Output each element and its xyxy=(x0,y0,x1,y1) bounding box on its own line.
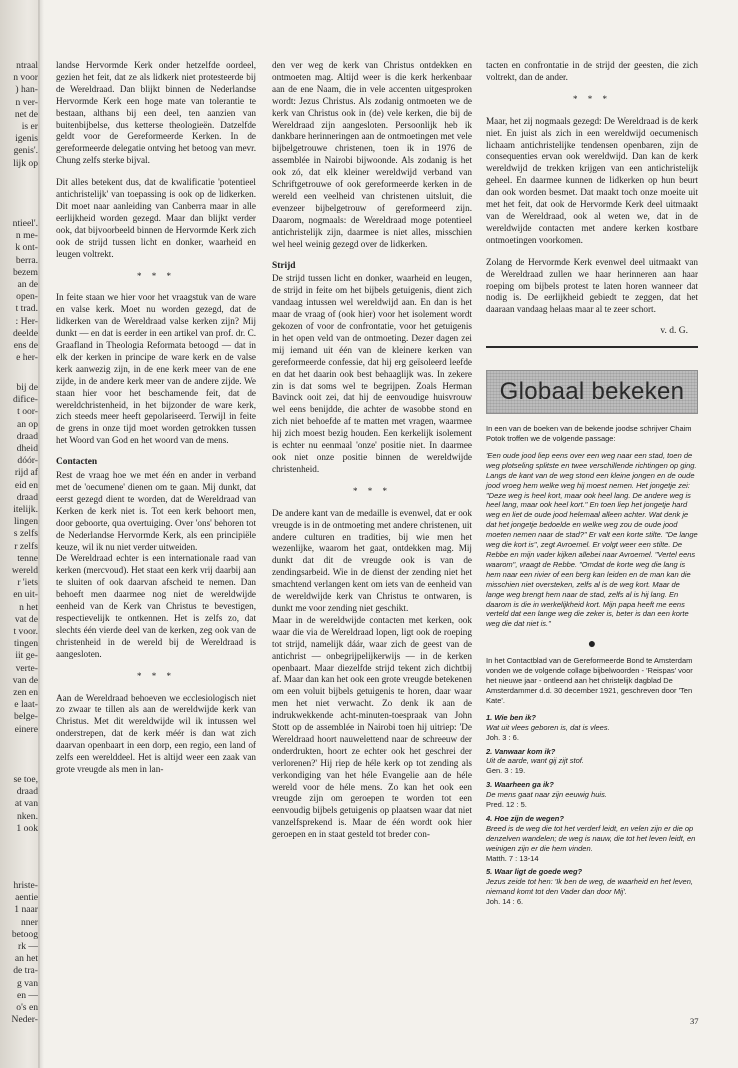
qa-answer: Jezus zeide tot hen: 'Ik ben de weg, de waarheid en het leven, niemand komt tot den Vader dan door Mij'. xyxy=(486,877,693,897)
paragraph: De strijd tussen licht en donker, waarheid en leugen, de strijd in feite om het bijbels getuigenis, dient zich vandaag intussen wel wereldwijd aan. En dan is het maar de vraag of (ook hier) voor het isolement wordt gekozen of voor de confrontatie, voor het getuigenis in het open veld van de ontmoeting. Dezer dagen zei mij iemand uit één van de kleinere kerken van gereformeerde confessie, dat hij erg geïsoleerd leefde en dat het daarin ook best behaaglijk was. In zekere zin is dat soms wel te begrijpen. Zoals Herman Bavinck ooit zei, dat hij de eenvoudige huisvrouw wel eens benijdde, die achter de wasobbe stond en zich niet behoefde af te matten met vragen, waarmee hij zich moest bezig houden. Een kerkelijk isolement is echter nu eenmaal 'onze' positie niet. In daarmee ook niet onze positie binnen de wereldwijde christenheid. xyxy=(272,273,472,474)
edge-fragment-5: hriste- aentie 1 naar nner betoog rk — an het de tra- g van en — o's en Neder- xyxy=(11,880,38,1026)
intro-text: In een van de boeken van de bekende joodse schrijver Chaim Potok troffen we de volgende passage: xyxy=(486,424,692,444)
section-divider: * * * xyxy=(353,485,391,496)
qa-reference: Pred. 12 : 5. xyxy=(486,800,527,810)
paragraph: tacten en confrontatie in de strijd der geesten, die zich voltrekt, dan de ander. xyxy=(486,60,698,82)
column-left xyxy=(56,60,256,786)
divider-rule xyxy=(486,346,698,348)
potok-quote: 'Een oude jood liep eens over een weg naar een stad, toen de weg plotseling splitste en twee verschillende richtingen op ging. Langs de kant van de weg stond een kleine jongen en de oude jood vroeg hem welke weg hij moest nemen. Het jongetje zei: "Deze weg is heel kort, maar ook heel lang. De andere weg is heel lang, maar ook heel kort." En toen liep het jongetje hard weg en liet de oude jood helemaal alleen achter. Wat denk je dat het jongetje bedoelde en welke weg zou de oude jood moeten nemen naar de stad?" Er valt een korte stilte. "De lange weg die kort is", zegt Avroemel. Er volgt weer een stilte. De Rebbe en mijn vader kijken allebei naar Avroemel. "Vertel eens waarom", vraagt de Rebbe. "Omdat de korte weg die lang is hem naar een rivier of een berg kan leiden en de man kan die misschien niet oversteken, zelfs al is de weg kort. Maar de lange weg brengt hem naar de stad, zelfs al is hij lang. En daarom is die in werkelijkheid kort. Mijn papa heeft me eens verteld dat een lange weg die zeker is, beter is dan een korte weg die dat niet is." xyxy=(486,450,698,629)
qa-question: 4. Hoe zijn de wegen? xyxy=(486,813,564,823)
author-signature: v. d. G. xyxy=(660,326,688,337)
qa-question: 5. Waar ligt de goede weg? xyxy=(486,867,583,877)
paragraph: Dit alles betekent dus, dat de kwalificatie 'potentieel antichristelijk' van toepassing is ook op de lidkerken. Dit moet naar aanleiding van Canberra maar in alle eerlijkheid worden gezegd. Maar dan blijkt verder ook, dat bijvoorbeeld binnen de Hervormde Kerk zich ook de strijd tussen licht en donker, waarheid en leugen voltrekt. xyxy=(56,177,256,259)
column-right xyxy=(486,60,698,907)
paragraph: In feite staan we hier voor het vraagstuk van de ware en valse kerk. Moet nu worden gezegd, dat de lidkerken van de Wereldraad valse kerken zijn? Mij dunkt — en dat is eerder in een artikel van prof. dr. C. Graafland in Theologia Reformata betoogd — dat in elk der kerken in principe de ware kerk en de valse kerk aanwezig zijn, in de ene kerk meer van de ene zijde, in de andere kerk meer van de andere zijde. We staan hier voor het beschamende feit, dat de wereldchristenheid, in het bijzonder de ware kerk, zich steeds meer heeft gepolariseerd. Terwijl in feite de grens in onze tijd moet worden getrokken tussen het Woord van God en het woord van de mens. xyxy=(56,292,256,446)
qa-list xyxy=(486,713,698,907)
page-number: 37 xyxy=(690,1016,699,1026)
qa-answer: Wat uit vlees geboren is, dat is vlees. xyxy=(486,722,610,732)
globaal-bekeken-banner xyxy=(486,370,698,414)
contactblad-intro: In het Contactblad van de Gereformeerde Bond te Amsterdam vonden we de volgende collage bijbelwoorden - 'Reispas' voor het nieuwe jaar - ontleend aan het christelijk dagblad De Amsterdammer d.d. 30 december 1921, geschreven door 'Ten Kate'. xyxy=(486,656,693,705)
bullet-icon: ● xyxy=(587,635,597,652)
paragraph: Rest de vraag hoe we met één en ander in verband met de 'oecumene' dienen om te gaan. Mij dunkt, dat eerst gezegd dient te worden, dat de Wereldraad van Kerken de kerk niet is. Tot een kerk behoort men, door geboorte, qua overtuiging. Over 'ons' behoren tot de Nederlandse Hervormde Kerk, als een principiële keuze, wil ik nu niet verder uitweiden. xyxy=(56,470,256,552)
qa-reference: Gen. 3 : 19. xyxy=(486,766,526,776)
section-divider: * * * xyxy=(573,93,611,104)
binding-shadow xyxy=(38,0,44,1068)
edge-fragment-4: se toe, draad at van nken. 1 ook xyxy=(13,774,38,834)
paragraph: Aan de Wereldraad behoeven we ecclesiologisch niet zo zwaar te tillen als aan de wereldwijde kerk van Christus. Met dit wereldwijde wil ik intussen wel onderstrepen, dat de kerk méér is dan wat zich daarvan openbaart in een dorp, een regio, een land of zelfs een werelddeel. Het is altijd weer een zaak van grote vreugde als men in lan- xyxy=(56,692,256,774)
paragraph: Maar, het zij nogmaals gezegd: De Wereldraad is de kerk niet. En juist als zich in een wereldwijd oecumenisch lichaam antichristelijke tendensen openbaren, zijn de consequenties ervan ook wereldwijd. Dan kan de kerk wereldwijd de trekken krijgen van een antichristelijk geheel. En daarmee kunnen de lidkerken op hun beurt dan ook worden besmet. Dat maakt toch onze moeite uit met het feit, dat ook de Hervormde Kerk deel uitmaakt van de Wereldraad, ook al weten we, dat in de wereldwijde contacten met andere kerken kostbare ontmoetingen voorkomen. xyxy=(486,115,698,245)
column-middle xyxy=(272,60,472,851)
edge-fragment-3: bij de difice- t oor- an op draad dheid dóór- rijd af eid en draad itelijk. lingen s zelfs r zelfs tenne wereld r 'iets en uit- n het vat de t voor. tingen iit ge- verte- van de zen en e laat- belge- einere xyxy=(11,382,38,735)
qa-reference: Joh. 14 : 6. xyxy=(486,897,524,907)
edge-fragment-2: ntieel'. n me- k ont- berra. bezem an de open- t trad. : Her- deelde ens de e her- xyxy=(12,218,38,364)
paragraph: den ver weg de kerk van Christus ontdekken en ontmoeten mag. Altijd weer is die kerk herkenbaar aan de ene Naam, die in vele accenten uitgesproken wordt: Jezus Christus. Als zodanig ontmoeten we de kerk van Christus ook in (de) vele kerken, die bij de Wereldraad zijn aangesloten. Persoonlijk heb ik dankbare herinneringen aan de ontmoetingen met vele bijbelgetrouwe christenen, toen ik in 1976 de assemblée in Nairobi bijwoonde. Als zodanig is het ook zó, dat elk kleiner wereldwijd verband van Schriftgetrouwe of ook gereformeerde kerken in de wereld een veelheid van christenen uitsluit, die evenzeer bijbelgetrouw of gereformeerd zijn. Daarom, nogmaals: de Wereldraad moge potentieel antichristelijk zijn, daarmee is niet alles, misschien wel heel weinig gezegd over de lidkerken. xyxy=(272,60,472,249)
qa-answer: Uit de aarde, want gij zijt stof. xyxy=(486,756,584,766)
paragraph: De Wereldraad echter is een internationale raad van kerken (mercvoud). Het staat een kerk vrij daarbij aan te sluiten of ook daarvan afscheid te nemen. Dan behoeft men daarmee nog niet de wereldwijde eenheid van de Kerk van Christus te bevestigen, respectievelijk te ontkennen. Het is zelfs zo, dat slechts één vierde deel van de kerken, zeg ook van de christenheid in de wereld bij de Wereldraad is aangesloten. xyxy=(56,553,256,659)
edge-fragment-1: ntraal n voor ) han- n ver- net de is er igenis genis'. lijk op xyxy=(13,60,38,169)
paragraph: De andere kant van de medaille is evenwel, dat er ook vreugde is in de ontmoeting met andere christenen, uit andere culturen en tradities, bij wie men het wezenlijke, waarom het gaat, ontdekken mag. Mij dunkt dat dit de vreugde ook is van de zendingsarbeid. Wie in de dienst der zending niet het smachtend verlangen kent om iets van de eenheid van de wereldwijde kerk van Christus te ontwaren, is dunkt me voor zending niet geschikt. xyxy=(272,507,472,613)
globaal-bekeken-section xyxy=(486,424,698,907)
section-divider: * * * xyxy=(137,270,175,281)
section-divider: * * * xyxy=(137,670,175,681)
qa-question: 3. Waarheen ga ik? xyxy=(486,780,554,790)
previous-page-edge xyxy=(0,0,40,1068)
section-heading-contacten: Contacten xyxy=(56,457,98,468)
qa-question: 2. Vanwaar kom ik? xyxy=(486,746,556,756)
paragraph: Maar in de wereldwijde contacten met kerken, ook waar die via de Wereldraad lopen, ligt ook de roeping tot strijd, namelijk dáár, waar zich de geest van de antichrist — onbegrijpelijkerwijs — in de kerken openbaart. Maar diezelfde strijd tekent zich dichtbij af. Maar dan kan het ook een grote vreugde betekenen om een voluit bijbels getuigenis te horen, daar waar men het niet verwacht. Zo denk ik aan de indrukwekkende acht-minuten-toespraak van John Stott op de assemblée in Nairobi toen hij uitriep: 'De Wereldraad hoort nauwelettend naar de schreeuw der onderdrukten, hoort ze echter ook het geschrei der verlorenen?' Hij riep de héle kerk op tot zending als verkondiging van het héle Evangelie aan de héle wereld voor de héle mens. Zo kan het ook een vreugde zijn om geroepen te worden tot een eenvoudig bijbels getuigenis op plaatsen waar dat niet vanzelfsprekend is. Maar de één wordt ook hier geroepen en in staat gesteld tot breder con- xyxy=(272,614,472,840)
qa-reference: Matth. 7 : 13-14 xyxy=(486,853,539,863)
qa-answer: Breed is de weg die tot het verderf leidt, en velen zijn er die op denzelven wandelen; de weg is nauw, die tot het leven leidt, en weinigen zijn er die hem vinden. xyxy=(486,823,696,853)
paragraph: Zolang de Hervormde Kerk evenwel deel uitmaakt van de Wereldraad zullen we haar herinneren aan haar roeping om bijbels protest te laten horen wanneer dat nodig is. De eerlijkheid gebiedt te zeggen, dat het daaraan vandaag helaas maar al te zeer schort. xyxy=(486,256,698,315)
qa-reference: Joh. 3 : 6. xyxy=(486,732,519,742)
paragraph: landse Hervormde Kerk onder hetzelfde oordeel, gezien het feit, dat ze als lidkerk niet protesteerde bij de Wereldraad. Dan blijkt binnen de Nederlandse Hervormde Kerk een hoge mate van tolerantie te bestaan, althans bij een deel, ten aanzien van buitenbijbelse, dus ketterse theologieën. Datzelfde geldt voor de Gereformeerde Kerken. In de gereformeerde delegatie ontving het betoog van mevr. Chung zelfs sterke bijval. xyxy=(56,60,256,166)
qa-answer: De mens gaat naar zijn eeuwig huis. xyxy=(486,790,607,800)
section-heading-strijd: Strijd xyxy=(272,260,296,271)
banner-title: Globaal bekeken xyxy=(499,378,685,406)
qa-question: 1. Wie ben ik? xyxy=(486,712,536,722)
